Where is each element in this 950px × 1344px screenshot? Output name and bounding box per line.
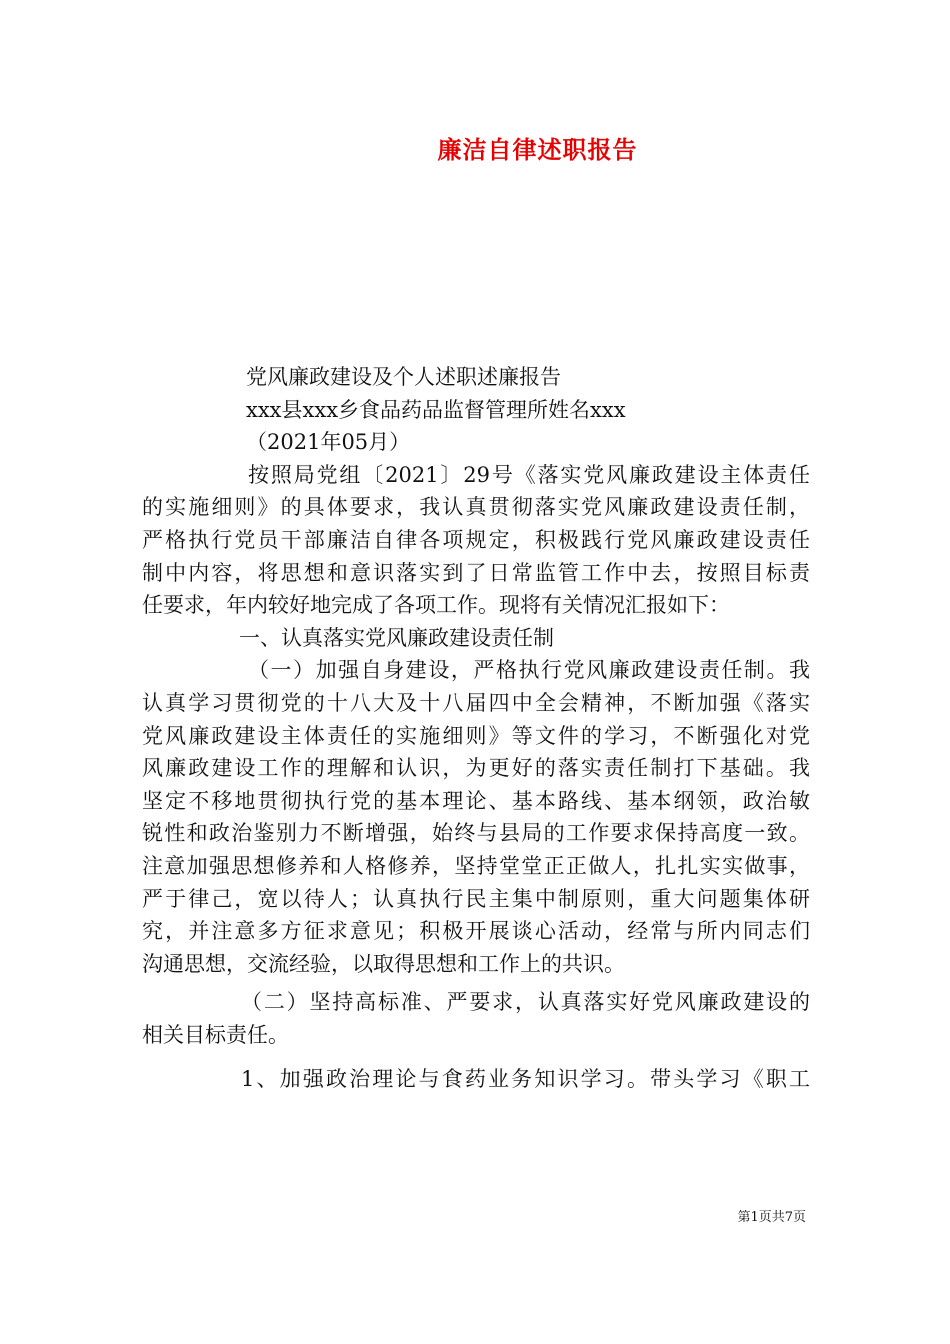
- paragraph-line: 任要求，年内较好地完成了各项工作。现将有关情况汇报如下：: [142, 593, 730, 618]
- section-heading: 一、认真落实党风廉政建设责任制: [239, 625, 554, 650]
- paragraph-line: 相关目标责任。: [142, 1022, 289, 1047]
- paragraph-line: （二）坚持高标准、严要求，认真落实好党风廉政建设的: [241, 990, 810, 1015]
- paragraph-line: （一）加强自身建设，严格执行党风廉政建设责任制。我: [248, 658, 810, 683]
- paragraph-line: 严于律己，宽以待人；认真执行民主集中制原则，重大问题集体研: [142, 886, 810, 911]
- paragraph-line: 严格执行党员干部廉洁自律各项规定，积极践行党风廉政建设责任: [142, 527, 810, 552]
- header-line-report-name: 党风廉政建设及个人述职述廉报告: [246, 365, 561, 389]
- header-line-date: （2021年05月）: [246, 430, 411, 455]
- paragraph-line: 注意加强思想修养和人格修养，坚持堂堂正正做人，扎扎实实做事，: [142, 853, 810, 878]
- page-number-footer: 第1页共7页: [737, 1210, 806, 1225]
- paragraph-line: 认真学习贯彻党的十八大及十八届四中全会精神，不断加强《落实: [142, 690, 810, 715]
- paragraph-line: 沟通思想，交流经验，以取得思想和工作上的共识。: [142, 951, 625, 976]
- paragraph-line: 制中内容，将思想和意识落实到了日常监管工作中去，按照目标责: [142, 560, 810, 585]
- paragraph-line: 究，并注意多方征求意见；积极开展谈心活动，经常与所内同志们: [142, 919, 810, 944]
- paragraph-line: 锐性和政治鉴别力不断增强，始终与县局的工作要求保持高度一致。: [142, 821, 810, 846]
- paragraph-line: 按照局党组〔2021〕29号《落实党风廉政建设主体责任: [248, 462, 810, 487]
- header-line-author: xxx县xxx乡食品药品监督管理所姓名xxx: [246, 397, 626, 422]
- document-title: 廉洁自律述职报告: [437, 136, 638, 164]
- paragraph-line: 党风廉政建设主体责任的实施细则》等文件的学习，不断强化对党: [142, 723, 810, 748]
- paragraph-line: 的实施细则》的具体要求，我认真贯彻落实党风廉政建设责任制，: [142, 495, 810, 520]
- document-body: [142, 361, 810, 1096]
- paragraph-line: 1、加强政治理论与食药业务知识学习。带头学习《职工: [241, 1067, 810, 1092]
- paragraph-line: 风廉政建设工作的理解和认识，为更好的落实责任制打下基础。我: [142, 756, 810, 781]
- paragraph-line: 坚定不移地贯彻执行党的基本理论、基本路线、基本纲领，政治敏: [142, 788, 810, 813]
